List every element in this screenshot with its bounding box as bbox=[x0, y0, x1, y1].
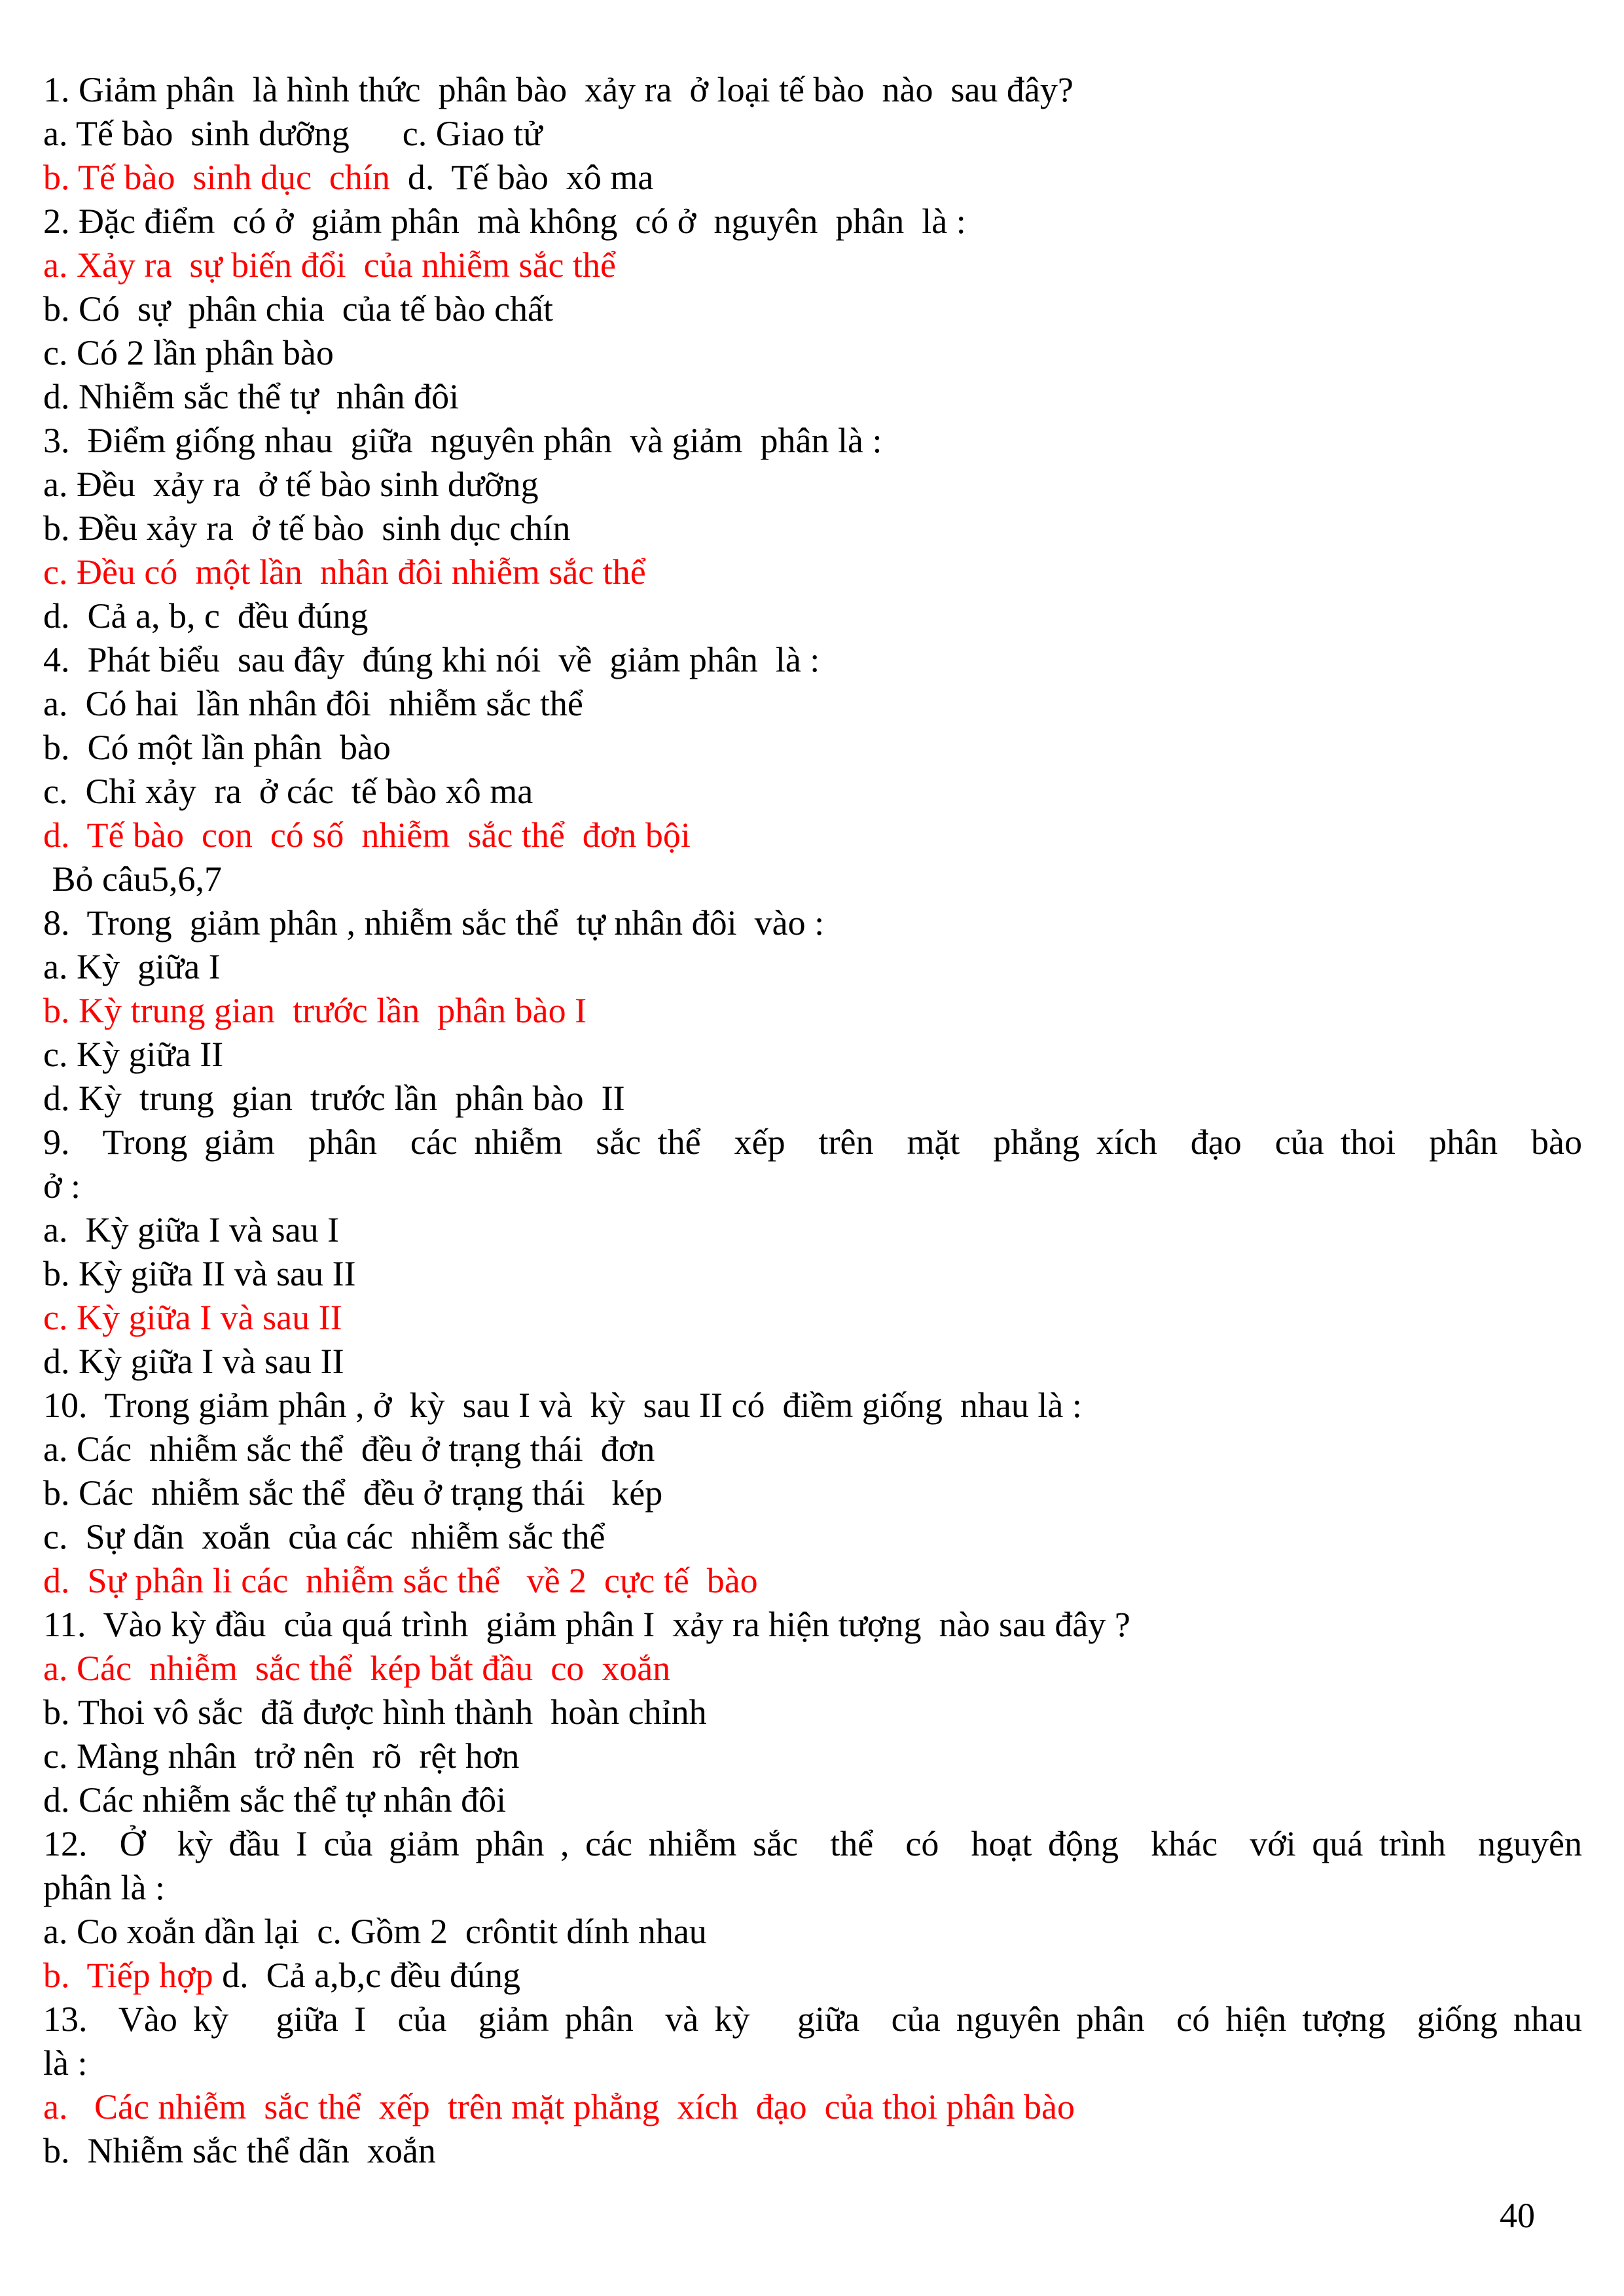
text-segment: b. Nhiễm sắc thể dãn xoắn bbox=[43, 2131, 436, 2170]
text-segment: d. Cả a, b, c đều đúng bbox=[43, 596, 369, 636]
text-segment: 4. Phát biểu sau đây đúng khi nói về giảm phân là : bbox=[43, 640, 820, 679]
text-segment: 13. Vào kỳ giữa I của giảm phân và kỳ giữa của nguyên phân có hiện tượng giống nhau bbox=[43, 2000, 1582, 2039]
text-line bbox=[43, 1515, 1582, 1559]
text-line bbox=[43, 1559, 1582, 1603]
text-segment: c. Sự dãn xoắn của các nhiễm sắc thể bbox=[43, 1517, 605, 1556]
answer-highlight: b. Tiếp hợp bbox=[43, 1956, 213, 1995]
answer-highlight: c. Đều có một lần nhân đôi nhiễm sắc thể bbox=[43, 552, 646, 592]
text-segment: b. Thoi vô sắc đã được hình thành hoàn chỉnh bbox=[43, 1693, 707, 1732]
text-line bbox=[43, 682, 1582, 726]
text-segment: a. Tế bào sinh dưỡng c. Giao tử bbox=[43, 114, 543, 153]
text-line bbox=[43, 463, 1582, 507]
document-body bbox=[43, 68, 1582, 2173]
text-line bbox=[43, 638, 1582, 682]
text-line bbox=[43, 857, 1582, 901]
text-line bbox=[43, 243, 1582, 287]
text-line bbox=[43, 1208, 1582, 1252]
text-line bbox=[43, 1164, 1582, 1208]
text-segment: Bỏ câu5,6,7 bbox=[43, 859, 222, 899]
text-segment: c. Màng nhân trở nên rõ rệt hơn bbox=[43, 1736, 520, 1776]
text-line bbox=[43, 419, 1582, 463]
text-line bbox=[43, 770, 1582, 814]
text-segment: a. Kỳ giữa I bbox=[43, 947, 221, 986]
text-segment: 10. Trong giảm phân , ở kỳ sau I và kỳ sau II có điềm giống nhau là : bbox=[43, 1386, 1082, 1425]
text-segment: 2. Đặc điểm có ở giảm phân mà không có ở nguyên phân là : bbox=[43, 202, 966, 241]
text-line bbox=[43, 726, 1582, 770]
text-segment: b. Kỳ giữa II và sau II bbox=[43, 1254, 356, 1293]
text-segment: d. Cả a,b,c đều đúng bbox=[213, 1956, 521, 1995]
text-line bbox=[43, 1778, 1582, 1822]
text-segment: d. Kỳ giữa I và sau II bbox=[43, 1342, 344, 1381]
text-line bbox=[43, 594, 1582, 638]
text-segment: c. Có 2 lần phân bào bbox=[43, 333, 334, 372]
text-line bbox=[43, 550, 1582, 594]
answer-highlight: d. Sự phân li các nhiễm sắc thể về 2 cực tế bào bbox=[43, 1561, 758, 1600]
text-line bbox=[43, 989, 1582, 1033]
text-segment: 9. Trong giảm phân các nhiễm sắc thể xếp trên mặt phẳng xích đạo của thoi phân bào bbox=[43, 1122, 1582, 1162]
text-segment: d. Các nhiễm sắc thể tự nhân đôi bbox=[43, 1780, 507, 1820]
text-segment: b. Đều xảy ra ở tế bào sinh dục chín bbox=[43, 509, 571, 548]
text-segment: 11. Vào kỳ đầu của quá trình giảm phân I xảy ra hiện tượng nào sau đây ? bbox=[43, 1605, 1130, 1644]
text-line bbox=[43, 331, 1582, 375]
text-line bbox=[43, 945, 1582, 989]
text-line bbox=[43, 1866, 1582, 1910]
text-segment: b. Có sự phân chia của tế bào chất bbox=[43, 289, 554, 329]
text-line bbox=[43, 68, 1582, 112]
text-line bbox=[43, 2129, 1582, 2173]
text-line bbox=[43, 287, 1582, 331]
text-segment: b. Có một lần phân bào bbox=[43, 728, 391, 767]
answer-highlight: b. Tế bào sinh dục chín bbox=[43, 158, 390, 197]
text-line bbox=[43, 200, 1582, 243]
text-line bbox=[43, 112, 1582, 156]
text-segment: 3. Điểm giống nhau giữa nguyên phân và giảm phân là : bbox=[43, 421, 882, 460]
text-line bbox=[43, 1252, 1582, 1296]
text-segment: d. Tế bào xô ma bbox=[389, 158, 654, 197]
text-line bbox=[43, 1603, 1582, 1647]
text-segment: c. Kỳ giữa II bbox=[43, 1035, 224, 1074]
text-line bbox=[43, 1077, 1582, 1121]
text-segment: a. Co xoắn dần lại c. Gồm 2 crôntit dính nhau bbox=[43, 1912, 707, 1951]
answer-highlight: d. Tế bào con có số nhiễm sắc thể đơn bội bbox=[43, 816, 691, 855]
text-line bbox=[43, 1822, 1582, 1866]
text-line bbox=[43, 1734, 1582, 1778]
answer-highlight: a. Các nhiễm sắc thể kép bắt đầu co xoắn bbox=[43, 1649, 671, 1688]
text-line bbox=[43, 2085, 1582, 2129]
text-line bbox=[43, 1121, 1582, 1164]
text-segment: d. Kỳ trung gian trước lần phân bào II bbox=[43, 1079, 625, 1118]
text-line bbox=[43, 1998, 1582, 2041]
text-segment: là : bbox=[43, 2043, 88, 2083]
text-line bbox=[43, 1910, 1582, 1954]
text-line bbox=[43, 375, 1582, 419]
text-segment: 12. Ở kỳ đầu I của giảm phân , các nhiễm sắc thể có hoạt động khác với quá trình nguyên bbox=[43, 1824, 1582, 1863]
text-segment: b. Các nhiễm sắc thể đều ở trạng thái kép bbox=[43, 1473, 663, 1513]
answer-highlight: c. Kỳ giữa I và sau II bbox=[43, 1298, 342, 1337]
page-number: 40 bbox=[1500, 2196, 1535, 2235]
text-segment: a. Các nhiễm sắc thể đều ở trạng thái đơn bbox=[43, 1429, 655, 1469]
text-segment: ở : bbox=[43, 1166, 81, 1206]
answer-highlight: a. Các nhiễm sắc thể xếp trên mặt phẳng xích đạo của thoi phân bào bbox=[43, 2087, 1075, 2126]
text-line bbox=[43, 814, 1582, 857]
text-segment: a. Có hai lần nhân đôi nhiễm sắc thể bbox=[43, 684, 583, 723]
text-segment: a. Kỳ giữa I và sau I bbox=[43, 1210, 340, 1249]
text-line bbox=[43, 1691, 1582, 1734]
text-segment: a. Đều xảy ra ở tế bào sinh dưỡng bbox=[43, 465, 539, 504]
text-segment: phân là : bbox=[43, 1868, 165, 1907]
text-line bbox=[43, 1471, 1582, 1515]
text-line bbox=[43, 507, 1582, 550]
text-line bbox=[43, 901, 1582, 945]
text-line bbox=[43, 1954, 1582, 1998]
text-segment: d. Nhiễm sắc thể tự nhân đôi bbox=[43, 377, 460, 416]
text-line bbox=[43, 1427, 1582, 1471]
text-segment: c. Chỉ xảy ra ở các tế bào xô ma bbox=[43, 772, 533, 811]
text-line bbox=[43, 1647, 1582, 1691]
text-line bbox=[43, 1384, 1582, 1427]
text-line bbox=[43, 1296, 1582, 1340]
text-line bbox=[43, 2041, 1582, 2085]
text-line bbox=[43, 1340, 1582, 1384]
text-segment: 8. Trong giảm phân , nhiễm sắc thể tự nhân đôi vào : bbox=[43, 903, 825, 942]
answer-highlight: a. Xảy ra sự biến đổi của nhiễm sắc thể bbox=[43, 245, 616, 285]
text-line bbox=[43, 1033, 1582, 1077]
text-line bbox=[43, 156, 1582, 200]
answer-highlight: b. Kỳ trung gian trước lần phân bào I bbox=[43, 991, 587, 1030]
text-segment: 1. Giảm phân là hình thức phân bào xảy ra ở loại tế bào nào sau đây? bbox=[43, 70, 1074, 109]
